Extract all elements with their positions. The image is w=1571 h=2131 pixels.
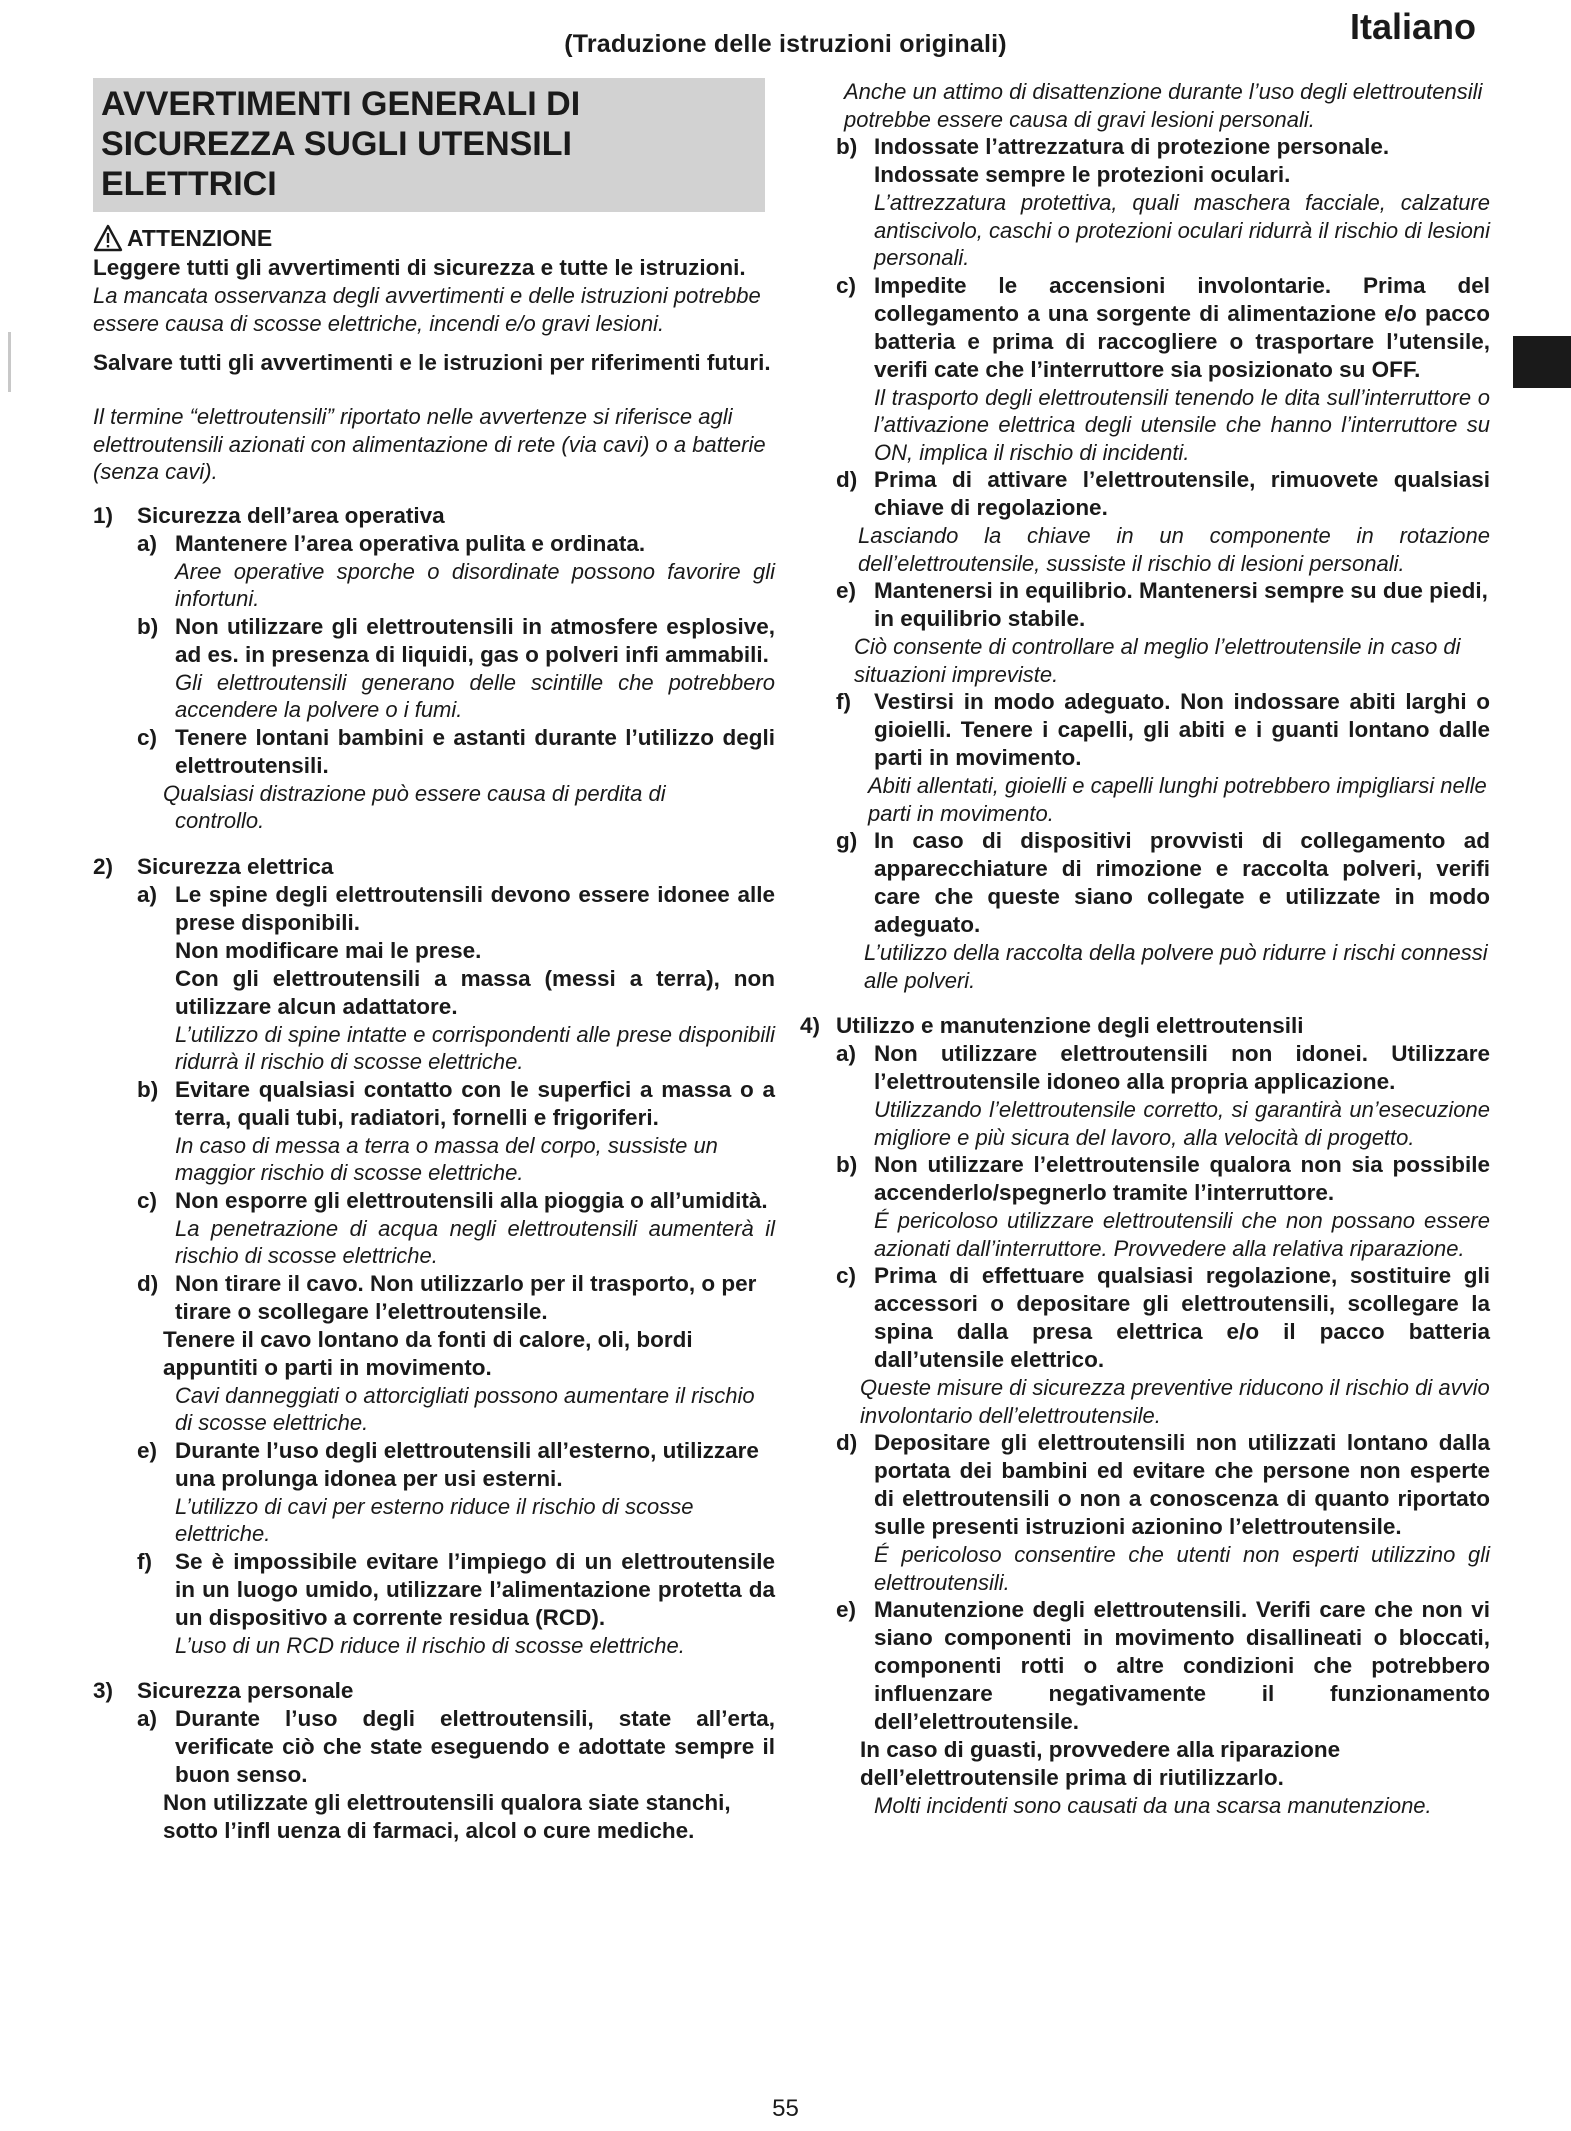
item-2a: a) Le spine degli elettroutensili devono essere idonee alle prese disponibili.	[137, 881, 775, 935]
item-3b: b) Indossate l’attrezzatura di protezione personale. Indossate sempre le protezioni oculari.	[836, 134, 1390, 187]
item-3g-note: L’utilizzo della raccolta della polvere può ridurre i rischi connessi alle polveri.	[864, 940, 1488, 993]
item-3f: f) Vestirsi in modo adeguato. Non indossare abiti larghi o gioielli. Tenere i capelli, gli abiti e i guanti lontano dalle parti in movimento.	[836, 689, 1490, 770]
item-2a-bold: Non modificare mai le prese.	[175, 937, 482, 963]
section-title-line: AVVERTIMENTI GENERALI DI	[101, 85, 581, 123]
warning-bold-text: Leggere tutti gli avvertimenti di sicurezza e tutte le istruzioni.	[93, 255, 746, 280]
section-2-heading: 2) Sicurezza elettrica	[93, 853, 334, 879]
section-title: Sicurezza dell’area operativa	[137, 502, 445, 528]
language-label: Italiano	[1349, 6, 1476, 47]
item-1a-note: Aree operative sporche o disordinate possono favorire gli infortuni.	[175, 558, 775, 611]
item-3c-note: Il trasporto degli elettroutensili tenendo le dita sull’interruttore o l’attivazione elettrica degli utensile che hanno l’interruttore su ON, implica il rischio di incidenti.	[874, 384, 1490, 465]
left-column	[93, 78, 775, 1845]
section-number: 1)	[93, 502, 114, 528]
warning-triangle-icon	[93, 224, 123, 252]
warning-italic-text: La mancata osservanza degli avvertimenti e delle istruzioni potrebbe essere causa di scosse elettriche, incendi e/o gravi lesioni.	[93, 283, 761, 336]
item-4e: e) Manutenzione degli elettroutensili. Verifi care che non vi siano componenti in movimento disallineati o bloccati, componenti rotti o altre condizioni che potrebbero influenzare negativamente il funzionamento dell’elettroutensile.	[836, 1597, 1490, 1734]
item-2c-note: La penetrazione di acqua negli elettroutensili aumenterà il rischio di scosse elettriche.	[175, 1215, 775, 1268]
item-4c: c) Prima di effettuare qualsiasi regolazione, sostituire gli accessori o depositare gli elettroutensili, scollegare la spina dalla presa elettrica e/o il pacco batteria dall’utensile elettrico.	[836, 1263, 1490, 1372]
page-number: 55	[772, 2095, 799, 2122]
item-2e: e) Durante l’uso degli elettroutensili all’esterno, utilizzare una prolunga idonea per usi esterni.	[137, 1437, 759, 1491]
item-3b-note: L’attrezzatura protettiva, quali maschera facciale, calzature antiscivolo, caschi o protezioni oculari ridurrà il rischio di lesioni personali.	[874, 190, 1490, 270]
item-3a: a) Durante l’uso degli elettroutensili, state all’erta, verificate ciò che state eseguendo e adottate sempre il buon senso.	[137, 1706, 775, 1787]
item-3f-note: Abiti allentati, gioielli e capelli lunghi potrebbero impigliarsi nelle parti in movimento.	[868, 773, 1487, 826]
item-2f-note: L’uso di un RCD riduce il rischio di scosse elettriche.	[175, 1632, 685, 1658]
item-2f: f) Se è impossibile evitare l’impiego di un elettroutensile in un luogo umido, utilizzare l’alimentazione protetta da un dispositivo a corrente residua (RCD).	[137, 1548, 775, 1630]
item-4b: b) Non utilizzare l’elettroutensile qualora non sia possibile accenderlo/spegnerlo tramite l’interruttore.	[836, 1152, 1490, 1205]
item-1a: a) Mantenere l’area operativa pulita e ordinata.	[137, 530, 646, 556]
item-4d-note: É pericoloso consentire che utenti non esperti utilizzino gli elettroutensili.	[874, 1542, 1490, 1595]
item-4d: d) Depositare gli elettroutensili non utilizzati lontano dalla portata dei bambini ed evitare che persone non esperte di elettroutensili o non a conoscenza di quanto riportato sulle presenti istruzioni azionino l’elettroutensile.	[836, 1430, 1490, 1539]
item-2b: b) Evitare qualsiasi contatto con le superfici a massa o a terra, quali tubi, radiatori, fornelli e frigoriferi.	[137, 1076, 775, 1130]
item-2c: c) Non esporre gli elettroutensili alla pioggia o all’umidità.	[137, 1187, 768, 1213]
section-title-box	[93, 78, 765, 212]
item-4e-bold: In caso di guasti, provvedere alla riparazione dell’elettroutensile prima di riutilizzarlo.	[860, 1737, 1341, 1790]
item-3e-note: Ciò consente di controllare al meglio l’elettroutensile in caso di situazioni impreviste.	[854, 634, 1461, 687]
section-4-heading: 4) Utilizzo e manutenzione degli elettroutensili	[800, 1013, 1304, 1038]
item-1b: b) Non utilizzare gli elettroutensili in atmosfere esplosive, ad es. in presenza di liquidi, gas o polveri infi ammabili.	[137, 613, 775, 667]
item-2a-bold: Con gli elettroutensili a massa (messi a terra), non utilizzare alcun adattatore.	[175, 965, 775, 1019]
section-title-line: ELETTRICI	[101, 165, 277, 203]
margin-mark	[8, 332, 11, 392]
item-3d-note: Lasciando la chiave in un componente in rotazione dell’elettroutensile, sussiste il rischio di lesioni personali.	[858, 523, 1490, 576]
section-3-heading: 3) Sicurezza personale	[93, 1678, 354, 1703]
item-3g: g) In caso di dispositivi provvisti di collegamento ad apparecchiature di rimozione e raccolta polveri, verifi care che queste siano collegate e utilizzate in modo adeguato.	[836, 828, 1490, 937]
item-2b-note: In caso di messa a terra o massa del corpo, sussiste un maggior rischio di scosse elettriche.	[175, 1132, 718, 1185]
item-2d: d) Non tirare il cavo. Non utilizzarlo per il trasporto, o per tirare o scollegare l’elettroutensile.	[137, 1270, 757, 1324]
item-1c: c) Tenere lontani bambini e astanti durante l’utilizzo degli elettroutensili.	[137, 724, 775, 778]
item-4c-note: Queste misure di sicurezza preventive riducono il rischio di avvio involontario dell’elettroutensile.	[860, 1375, 1490, 1428]
item-4a: a) Non utilizzare elettroutensili non idonei. Utilizzare l’elettroutensile idoneo alla propria applicazione.	[836, 1041, 1490, 1094]
item-1b-note: Gli elettroutensili generano delle scintille che potrebbero accendere la polvere o i fumi.	[175, 669, 775, 722]
item-4e-note: Molti incidenti sono causati da una scarsa manutenzione.	[874, 1793, 1432, 1818]
item-4a-note: Utilizzando l’elettroutensile corretto, si garantirà un’esecuzione migliore e più sicura del lavoro, alla velocità di progetto.	[874, 1097, 1490, 1150]
item-3a-note: Anche un attimo di disattenzione durante l’uso degli elettroutensili potrebbe essere causa di gravi lesioni personali.	[844, 79, 1483, 132]
term-definition-text: Il termine “elettroutensili” riportato nelle avvertenze si riferisce agli elettroutensili azionati con alimentazione di rete (via cavi) o a batterie (senza cavi).	[93, 404, 766, 484]
save-instructions-text: Salvare tutti gli avvertimenti e le istruzioni per riferimenti futuri.	[93, 350, 771, 375]
item-3a-bold: Non utilizzate gli elettroutensili qualora siate stanchi, sotto l’infl uenza di farmaci, alcol o cure mediche.	[163, 1790, 731, 1843]
warning-label: ATTENZIONE	[127, 224, 273, 251]
item-3d: d) Prima di attivare l’elettroutensile, rimuovete qualsiasi chiave di regolazione.	[836, 467, 1490, 520]
item-2e-note: L’utilizzo di cavi per esterno riduce il rischio di scosse elettriche.	[175, 1493, 694, 1546]
warning-heading	[93, 222, 775, 254]
item-2d-note: Cavi danneggiati o attorcigliati possono aumentare il rischio di scosse elettriche.	[175, 1382, 755, 1435]
section-1-heading	[93, 502, 775, 530]
document-subtitle: (Traduzione delle istruzioni originali)	[564, 30, 1007, 58]
item-1c-note-cont: controllo.	[175, 808, 265, 833]
section-title-line: SICUREZZA SUGLI UTENSILI	[101, 125, 572, 163]
right-column	[800, 78, 1490, 1820]
item-2d-bold: Tenere il cavo lontano da fonti di calore, oli, bordi appuntiti o parti in movimento.	[163, 1326, 693, 1380]
item-3e: e) Mantenersi in equilibrio. Mantenersi sempre su due piedi, in equilibrio stabile.	[836, 578, 1488, 631]
item-4b-note: É pericoloso utilizzare elettroutensili che non possano essere azionati dall’interruttore. Provvedere alla relativa riparazione.	[874, 1208, 1490, 1261]
item-1c-note: Qualsiasi distrazione può essere causa di perdita di	[163, 780, 666, 806]
page-edge-tab	[1513, 336, 1571, 388]
item-2a-note: L’utilizzo di spine intatte e corrispondenti alle prese disponibili ridurrà il rischio di scosse elettriche.	[175, 1021, 775, 1074]
item-3c: c) Impedite le accensioni involontarie. Prima del collegamento a una sorgente di alimentazione e/o pacco batteria e prima di raccogliere o trasportare l’utensile, verifi cate che l’interruttore sia posizionato su OFF.	[836, 272, 1490, 382]
